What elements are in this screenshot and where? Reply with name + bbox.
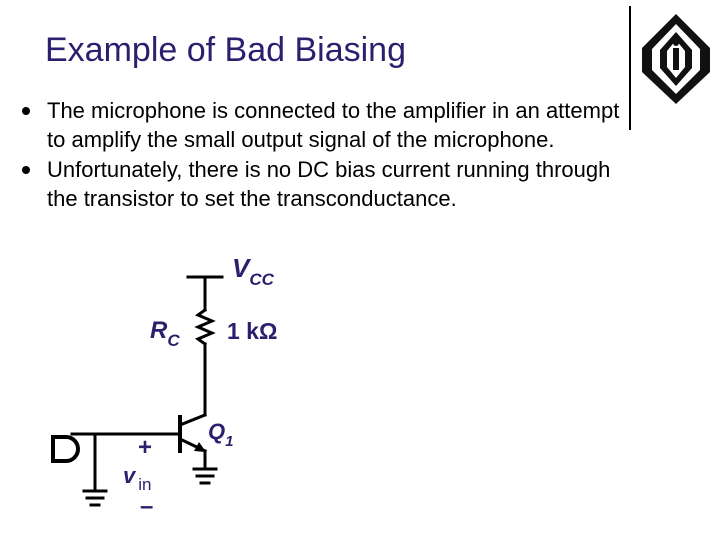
collector-lead <box>180 415 205 425</box>
plus-sign: + <box>138 434 153 461</box>
bullet-item <box>20 155 630 213</box>
microphone-icon <box>53 437 78 461</box>
bullet-item <box>20 96 630 154</box>
bullet-list <box>20 96 630 213</box>
ground-icon <box>84 491 106 505</box>
bullet-dot-icon <box>22 166 30 174</box>
amplifier-circuit <box>0 255 330 520</box>
bullet-text: The microphone is connected to the amplifier in an attempt to amplify the small output signal of the microphone. <box>47 98 620 152</box>
vin-label: v $_{in}$ <box>123 463 152 494</box>
slide-title: Example of Bad Biasing <box>45 31 406 69</box>
university-logo-icon <box>636 8 716 108</box>
rc-value: 1 kΩ <box>227 318 278 344</box>
minus-sign: – <box>140 493 154 520</box>
bullet-dot-icon <box>22 107 30 115</box>
rc-label: $R_C$ <box>150 317 180 350</box>
q1-label: $Q_1$ <box>208 419 234 450</box>
vcc-label: $V_{CC}$ <box>232 255 274 289</box>
resistor-icon <box>198 310 212 344</box>
bullet-text: Unfortunately, there is no DC bias current running through the transistor to set the transconductance. <box>47 157 611 211</box>
ground-icon <box>194 469 216 483</box>
